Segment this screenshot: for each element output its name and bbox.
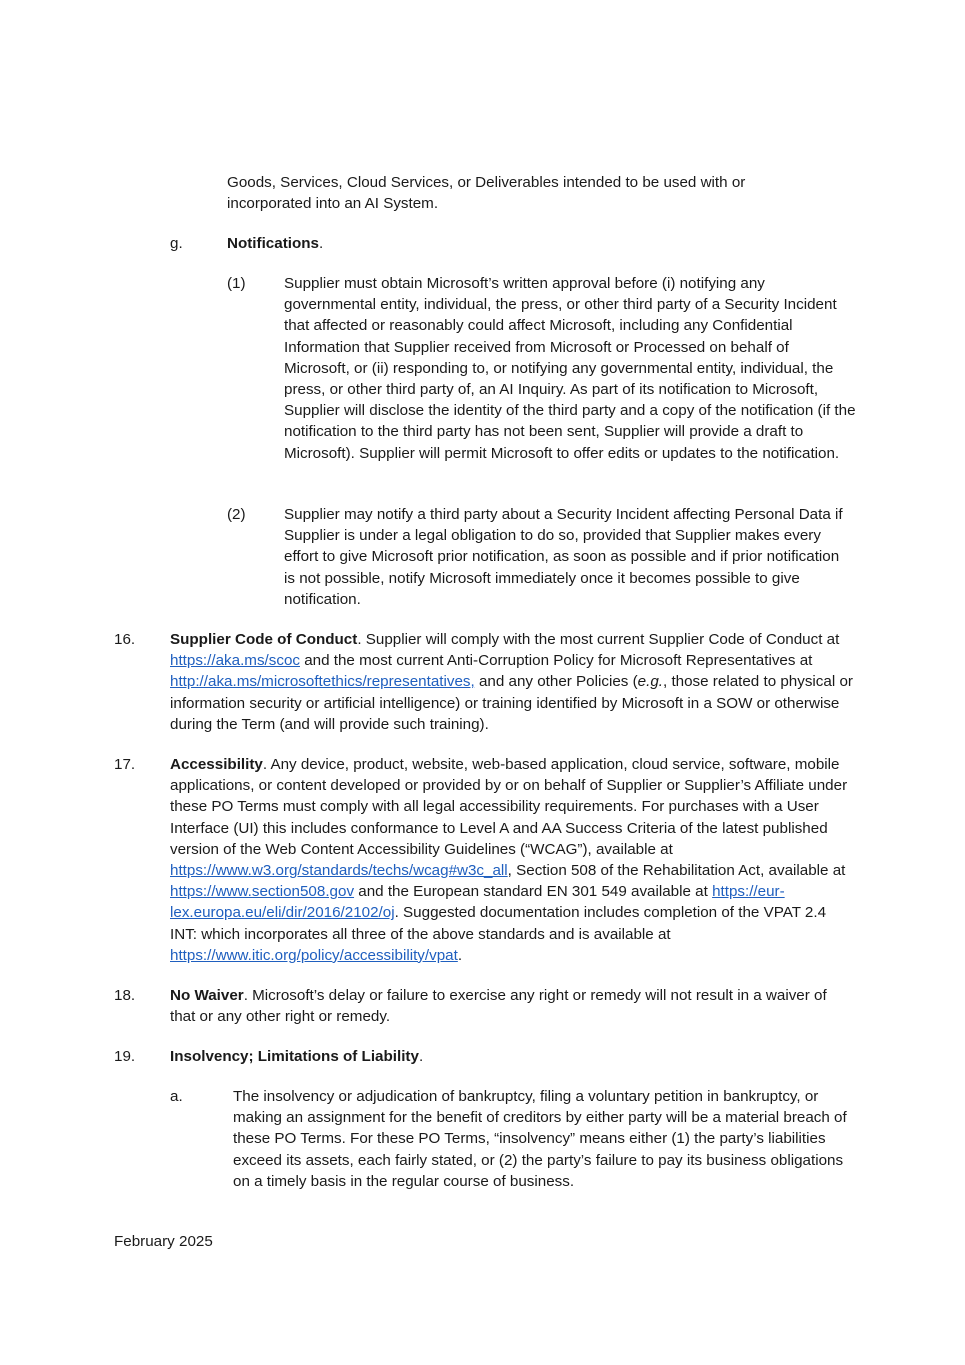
section-19-number: 19. [114,1048,136,1065]
item-g2-marker: (2) [227,506,246,523]
section-16-text-part: , those related to physical or information security or artificial intelligence) or training identified by Microsoft in a SOW or otherwise during the Term (and will provide such training). [170,673,853,733]
continued-line-2: incorporated into an AI System. [227,195,439,213]
section-16-text-part: and the most current Anti-Corruption Policy for Microsoft Representatives at [299,652,813,670]
section-17-text [170,754,852,966]
section-g-heading-line [227,233,323,254]
section-17-text-part: . Suggested documentation includes completion of the VPAT 2.4 INT: which incorporates all three of the above standards and is available at [170,904,827,943]
section-16-number: 16. [114,631,136,648]
footer-date: February 2025 [114,1233,213,1250]
continued-line-1: Goods, Services, Cloud Services, or Deliverables intended to be used with or [227,174,746,191]
anti-corruption-link[interactable]: http://aka.ms/microsoftethics/representatives, [170,673,475,691]
item-19a-text: The insolvency or adjudication of bankruptcy, filing a voluntary petition in bankruptcy, or making an assignment for the benefit of creditors by either party will be a material breach of these PO Terms. For these PO Terms, “insolvency” means either (1) the party’s liabilities exceed its assets, each fairly stated, or (2) the party’s failure to pay its business obligations on a timely basis in the regular course of business. [233,1088,847,1190]
item-19a-marker: a. [170,1088,183,1105]
vpat-link[interactable]: https://www.itic.org/policy/accessibility/vpat [170,946,458,964]
section-17-text-part: . Any device, product, website, web-based application, cloud service, software, mobile applications, or content developed or provided by or on behalf of Supplier or Supplier’s Affiliate under these PO Terms must comply with all legal accessibility requirements. For purchases with a User Interface (UI) this includes conformance to Level A and AA Success Criteria of the latest published version of the Web Content Accessibility Guidelines (“WCAG”), available at [170,756,848,858]
section508-link[interactable]: https://www.section508.gov [170,883,355,901]
wcag-link[interactable]: https://www.w3.org/standards/techs/wcag#w3c_all [170,862,508,880]
section-18-number: 18. [114,987,136,1004]
eur-lex-link[interactable]: https://eur-lex.europa.eu/eli/dir/2016/2102/oj [170,883,785,922]
section-g-heading: Notifications [227,235,319,252]
section-16-heading: Supplier Code of Conduct [170,631,358,648]
section-g-heading-end: . [318,235,324,252]
section-19-heading-line [170,1046,423,1067]
section-19-heading-end: . [418,1048,424,1065]
section-17-text-part: . [457,946,463,964]
section-17-number: 17. [114,756,136,773]
section-18-heading: No Waiver [170,987,244,1004]
section-16-eg: e.g. [637,673,663,691]
section-18-text [170,985,856,1027]
section-17-text-part: and the European standard EN 301 549 available at [354,883,713,901]
section-18-text-part: . Microsoft’s delay or failure to exercise any right or remedy will not result in a waiver of that or any other right or remedy. [170,987,827,1026]
section-17-heading: Accessibility [170,756,263,773]
section-19-heading: Insolvency; Limitations of Liability [170,1048,419,1065]
supplier-code-link[interactable]: https://aka.ms/scoc [170,652,300,670]
continued-paragraph [227,172,847,214]
item-g1-text: Supplier must obtain Microsoft’s written approval before (i) notifying any governmental entity, individual, the press, or other third party of a Security Incident that affected or reasonably could affect Microsoft, including any Confidential Information that Supplier received from Microsoft or Processed on behalf of Microsoft, or (ii) responding to, or notifying any governmental entity, individual, the press, or other third party of, an AI Inquiry. As part of its notification to Microsoft, Supplier will disclose the identity of the third party and a copy of the notification (if the notification to the third party has not been sent, Supplier will provide a draft to Microsoft). Supplier will permit Microsoft to offer edits or updates to the notification. [284,275,856,462]
section-16-text-part: . Supplier will comply with the most current Supplier Code of Conduct at [357,631,840,648]
item-g1-marker: (1) [227,275,246,292]
section-g-marker: g. [170,235,183,252]
item-g2-text: Supplier may notify a third party about a Security Incident affecting Personal Data if Supplier is under a legal obligation to do so, provided that Supplier makes every effort to give Microsoft prior notification, as soon as possible and if prior notification is not possible, notify Microsoft immediately once it becomes possible to give notification. [284,506,843,608]
section-16-text-part: and any other Policies ( [474,673,638,691]
section-16-text [170,629,856,735]
section-17-text-part: , Section 508 of the Rehabilitation Act, available at [507,862,846,880]
